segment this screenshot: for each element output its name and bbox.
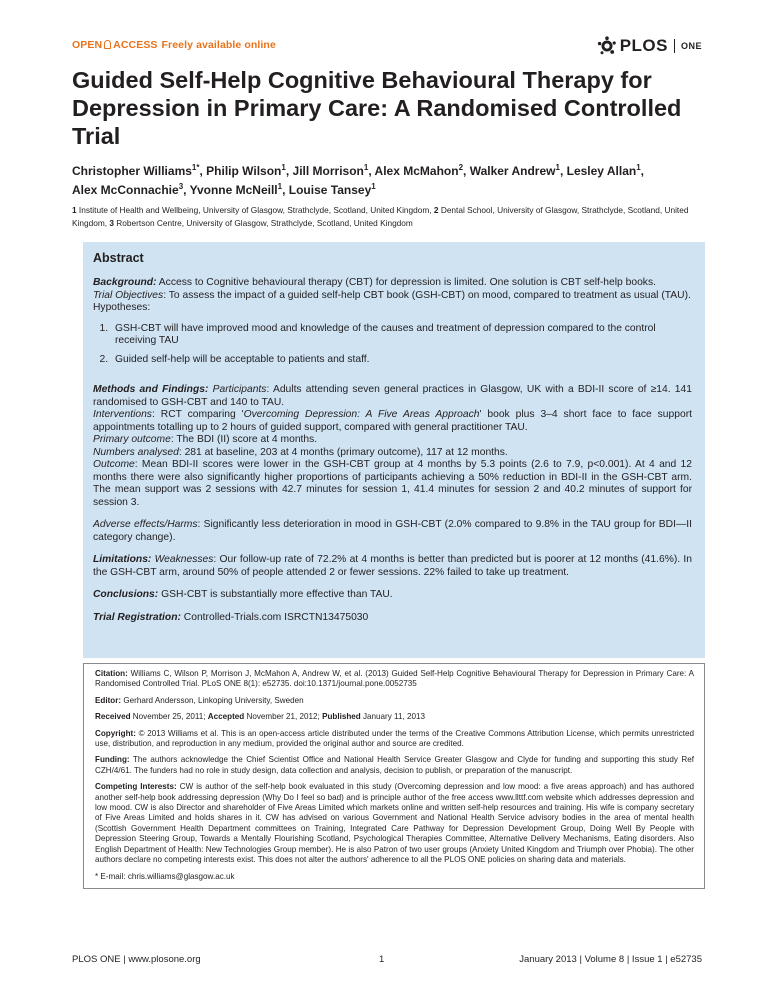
corresponding-email: * E-mail: chris.williams@glasgow.ac.uk [95, 871, 235, 881]
plos-splat-icon [597, 36, 617, 56]
logo-divider [674, 39, 675, 53]
author-list [72, 162, 702, 200]
plos-wordmark: PLOS [619, 36, 668, 55]
article-title: Guided Self-Help Cognitive Behavioural Therapy for Depression in Primary Care: A Randomised Controlled Trial [72, 67, 682, 149]
open-access-banner [72, 39, 276, 51]
plos-one-logo [597, 34, 702, 58]
author: Louise Tansey$^1$ [288, 182, 376, 197]
author: Walker Andrew$^1$, [469, 163, 567, 178]
abstract-limitations: Limitations: Weaknesses: Our follow-up rate of 72.2% at 4 months is better than predicted but is poorer at 12 months (41.6%). In the GSH-CBT arm, around 50% of people attended 2 or fewer sessions. 22% failed to take up treatment. [93, 554, 692, 578]
journal-header [72, 34, 702, 58]
copyright: Copyright: © 2013 Williams et al. This is an open-access article distributed under the terms of the Creative Commons Attribution License, which permits unrestricted use, distribution, and reproduction in any medium, provided the original author and source are credited. [95, 728, 694, 749]
one-wordmark: ONE [680, 41, 702, 51]
competing-interests: Competing Interests: CW is author of the self-help book evaluated in this study (Overcoming depression and low mood: a five areas approach) and has authored another self-help book addressing depression (Why Do I feel so bad) and is principle author of the free access www.llttf.com website which addresses depression and low mood. CW is also Director and shareholder of Five Areas Limited which markets online and written self-help resources and training. His wife is company secretary of Five Areas Limited and holds shares in it. CW has advised on various Government and National Health Service advisory bodies in the area of mental health (Scottish Government Health Department committees on Training, Integrated Care Pathway for Depression Development Group, Doing Well By People with Depression Steering Group, Towards a Mentally Flourishing Scotland, Psychological Therapies Committee, Alternative Delivery Mechanisms, Eating disorders. Also English Department of Health: New Technologies Group member). He is also Patron of two user groups (Anxiety United Kingdom and Triumph over Phobia). The other authors declare no competing interests exist. This does not alter the authors' adherence to all the PLOS ONE policies on sharing data and materials. [95, 782, 694, 865]
access-label: ACCESS [113, 39, 158, 51]
article-info-box [83, 663, 705, 889]
dates: Received November 25, 2011; Accepted November 21, 2012; Published January 11, 2013 [95, 712, 425, 722]
page-number: 1 [379, 954, 385, 965]
hypotheses-list [93, 323, 692, 367]
abstract-box [83, 242, 705, 658]
footer-issue: January 2013 | Volume 8 | Issue 1 | e52735 [519, 954, 702, 965]
freely-available-label: Freely available online [161, 39, 276, 51]
open-lock-icon [104, 40, 111, 49]
author: Yvonne McNeill$^1$, [189, 182, 289, 197]
author: Jill Morrison$^1$, [292, 163, 375, 178]
author: Lesley Allan$^1$, [566, 163, 645, 178]
abstract-heading: Abstract [93, 251, 144, 265]
abstract-methods: Methods and Findings: Participants: Adults attending seven general practices in Glasgow, UK with a BDI-II score of ≥14. 141 randomised to GSH-CBT and 140 to TAU. Interventions: RCT comparing 'Overcoming Depression: A Five Areas Approach' book plus 3–4 short face to face support appointments totalling up to 2 hours of guided support, compared with general practitioner TAU. Primary outcome: The BDI (II) score at 4 months. Numbers analysed: 281 at baseline, 203 at 4 months (primary outcome), 117 at 12 months. Outcome: Mean BDI-II scores were lower in the GSH-CBT group at 4 months by 5.3 points (2.6 to 7.9, p<0.001). At 4 and 12 months there were also significantly higher proportions of participants achieving a 50% reduction in BDI-II in the GSH-CBT arm. The mean support was 2 sessions with 42.7 minutes for session 1, 41.4 minutes for session 2 and 40.2 minutes of support for session 3. [93, 384, 692, 508]
affiliations: 1 Institute of Health and Wellbeing, University of Glasgow, Strathclyde, Scotland, United Kingdom, 2 Dental School, University of Glasgow, Strathclyde, Scotland, United Kingdom, 3 Robertson Centre, University of Glasgow, Strathclyde, Scotland, United Kingdom [72, 205, 689, 228]
funding: Funding: The authors acknowledge the Chief Scientist Office and National Health Service Greater Glasgow and Clyde for funding and supporting this study Ref CZH/4/61. The funders had no role in study design, data collection and analysis, decision to publish, or preparation of the manuscript. [95, 755, 694, 775]
footer-journal: PLOS ONE | www.plosone.org [72, 954, 201, 965]
citation: Citation: Williams C, Wilson P, Morrison J, McMahon A, Andrew W, et al. (2013) Guided Self-Help Cognitive Behavioural Therapy for Depression in Primary Care: A Randomised Controlled Trial. PLoS ONE 8(1): e52735. doi:10.1371/journal.pone.0052735 [95, 669, 694, 689]
abstract-registration: Trial Registration: Controlled-Trials.com ISRCTN13475030 [93, 611, 369, 623]
author: Alex McMahon$^2$, [374, 163, 470, 178]
author: Philip Wilson$^1$, [206, 163, 293, 178]
list-item: 1. GSH-CBT will have improved mood and knowledge of the causes and treatment of depression compared to the control receiving TAU [111, 323, 692, 348]
editor: Editor: Gerhard Andersson, Linkoping University, Sweden [95, 695, 304, 705]
abstract-background: Background: Access to Cognitive behavioural therapy (CBT) for depression is limited. One solution is CBT self-help books. Trial Objectives: To assess the impact of a guided self-help CBT book (GSH-CBT) on mood, compared to treatment as usual (TAU). Hypotheses: [93, 277, 691, 313]
list-item: 2. Guided self-help will be acceptable to patients and staff. [111, 354, 692, 367]
open-label: OPEN [72, 39, 103, 51]
abstract-adverse-effects: Adverse effects/Harms: Significantly less deterioration in mood in GSH-CBT (2.0% compared to 9.8% in the TAU group for BDI—II category change). [93, 519, 692, 543]
author: Christopher Williams$^{1*}$, [72, 163, 207, 178]
abstract-conclusions: Conclusions: GSH-CBT is substantially more effective than TAU. [93, 589, 393, 600]
author: Alex McConnachie$^3$, [72, 182, 190, 197]
